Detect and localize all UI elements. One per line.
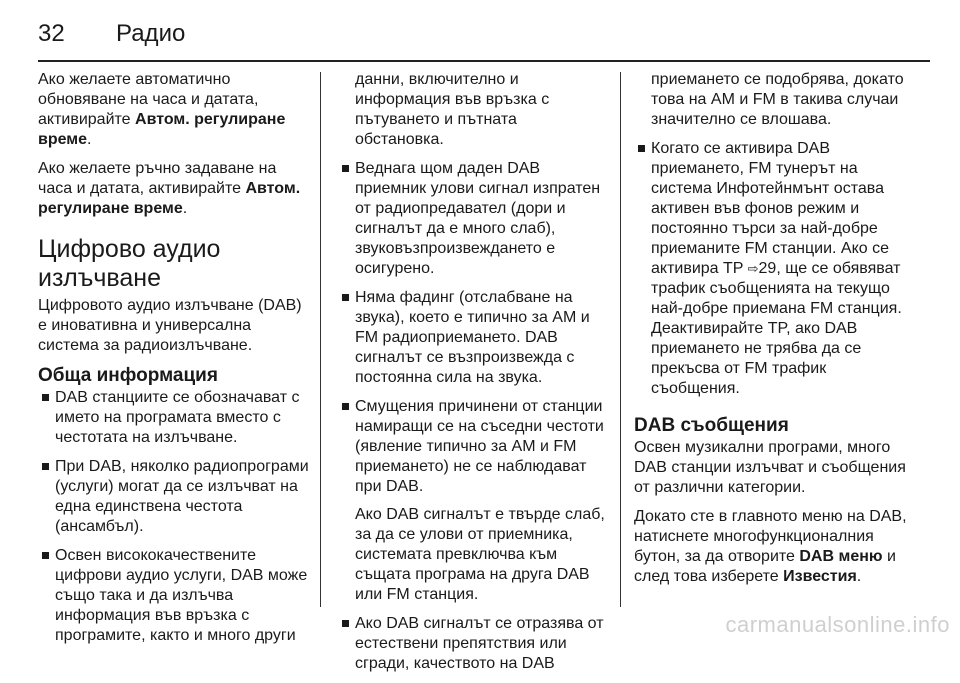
watermark: carmanualsonline.info [725, 612, 950, 637]
list-item: При DAB, няколко радиопрограми (услуги) могат да се излъчват на една единствена честота (ансамбъл). [38, 457, 310, 537]
menu-announcements: Известия [783, 568, 857, 585]
column-divider-1 [320, 72, 321, 607]
paragraph-continued: приемането се подобрява, докато това на AM и FM в такива случаи значително се влошава. [651, 71, 904, 128]
list-item-subparagraph: Ако DAB сигналът е твърде слаб, за да се улови от приемника, системата превключва към същата програма на друга DAB или FM станция. [355, 506, 605, 603]
section-title: Радио [116, 20, 186, 47]
paragraph-dab-intro: Цифровото аудио излъчване (DAB) е иновативна и универсална система за радиоизлъчване. [38, 297, 302, 354]
paragraph-continued: данни, включително и информация във връзка с пътуването и пътната обстановка. [355, 71, 550, 148]
column-2 [338, 70, 608, 683]
page-header [38, 14, 185, 54]
column-1 [38, 70, 310, 655]
column-3 [634, 70, 916, 596]
column-divider-2 [620, 72, 621, 607]
list-item: Когато се активира DAB приемането, FM тунерът на система Инфотейнмънт остава активен във фонов режим и постоянно търси за най-добре приеманите FM станции. Ако се активира TP ⇨29, ще се обявяват трафик съобщенията на текущо най-добре приемана FM станция. Деактивирайте TP, ако DAB приемането не трябва да се прекъсва от FM трафик съобщения. [634, 139, 916, 399]
page-reference-arrow-icon: ⇨ [747, 261, 759, 276]
paragraph-manual-time: Ако желаете ръчно задаване на часа и датата, активирайте Автом. регулиране време. [38, 160, 301, 217]
heading-general-info: Обща информация [38, 365, 218, 386]
setting-auto-time-2: Автом. регулиране време [38, 180, 301, 217]
header-divider [38, 60, 930, 62]
list-item: Смущения причинени от станции намиращи се на съседни честоти (явление типично за AM и FM приемането) не се наблюдават при DAB. Ако DAB сигналът е твърде слаб, за да се улови от приемника, системата превключва към същата програма на друга DAB или FM станция. [338, 397, 608, 605]
paragraph-auto-time: Ако желаете автоматично обновяване на часа и датата, активирайте Автом. регулиране време. [38, 71, 286, 148]
list-item: Освен висококачествените цифрови аудио услуги, DAB може също така и да излъчва информация във връзка с програмите, както и много други [38, 546, 310, 646]
menu-dab: DAB меню [799, 548, 883, 565]
list-item: Веднага щом даден DAB приемник улови сигнал изпратен от радиопредавател (дори и сигналът да е много слаб), звуковъзпроизвеждането е осигурено. [338, 159, 608, 279]
heading-dab: Цифрово аудио излъчване [38, 235, 221, 292]
paragraph-dab-menu: Докато сте в главното меню на DAB, натиснете многофункционалния бутон, за да отворите DAB меню и след това изберете Известия. [634, 508, 907, 585]
page-number: 32 [38, 20, 65, 47]
paragraph-announcements: Освен музикални програми, много DAB станции излъчват и съобщения от различни категории. [634, 439, 906, 496]
list-item: Няма фадинг (отслабване на звука), което е типично за AM и FM радиоприемането. DAB сигналът се възпроизвежда с постоянна сила на звука. [338, 288, 608, 388]
setting-auto-time: Автом. регулиране време [38, 111, 286, 148]
list-item: DAB станциите се обозначават с името на програмата вместо с честотата на излъчване. [38, 388, 310, 448]
heading-dab-announcements: DAB съобщения [634, 415, 789, 436]
list-item: Ако DAB сигналът се отразява от естествени препятствия или сгради, качеството на DAB [338, 614, 608, 674]
